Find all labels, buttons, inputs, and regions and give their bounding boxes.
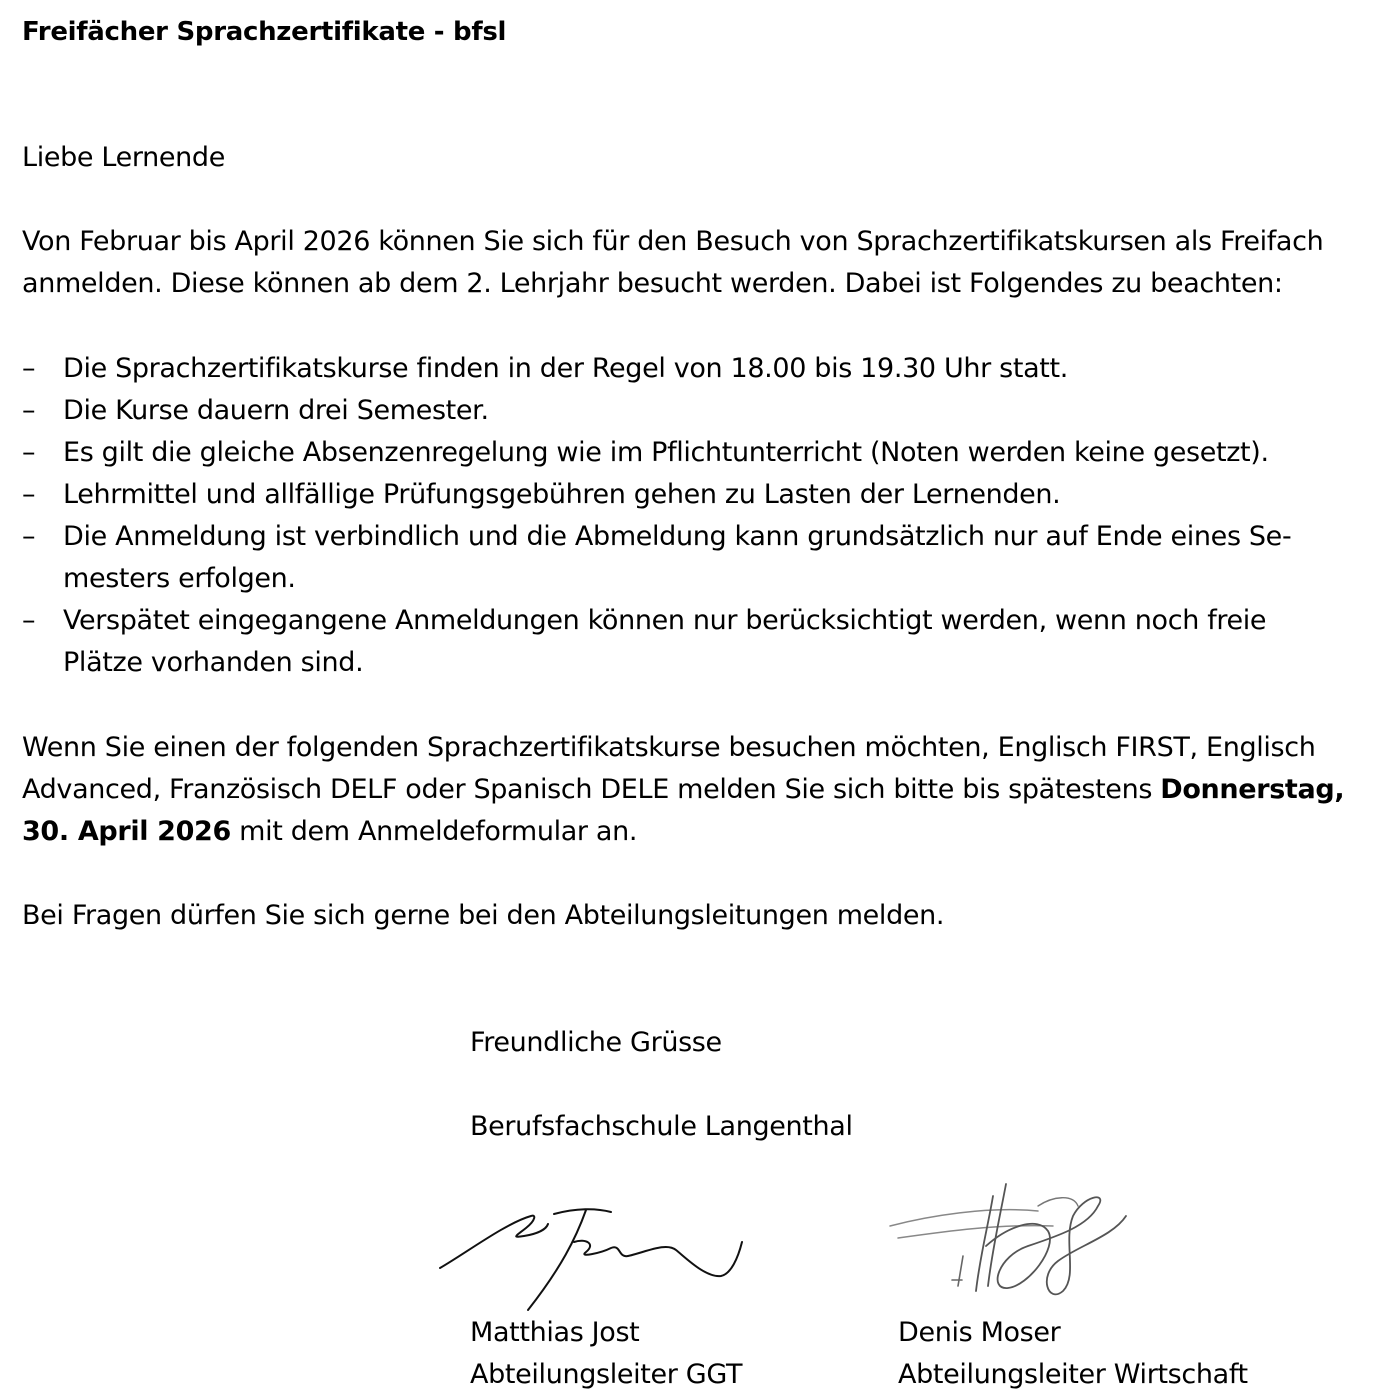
rules-list-item-text: Die Kurse dauern drei Semester. — [63, 395, 489, 426]
bullet-marker: – — [22, 605, 36, 636]
rules-list-item — [22, 432, 1291, 474]
intro-line: Von Februar bis April 2026 können Sie sich für den Besuch von Sprachzertifikatskursen als Freifach — [22, 226, 1324, 257]
deadline-weekday: Donnerstag, — [1160, 774, 1345, 805]
rules-list-item — [22, 474, 1291, 516]
intro-line: anmelden. Diese können ab dem 2. Lehrjahr besucht werden. Dabei ist Folgendes zu beachten: — [22, 268, 1283, 299]
rules-list-item-text: mesters erfolgen. — [63, 563, 296, 594]
bullet-marker: – — [22, 521, 36, 552]
rules-list-item — [22, 348, 1291, 390]
signer-name: Matthias Jost — [470, 1317, 640, 1348]
rules-list-item-text: Lehrmittel und allfällige Prüfungsgebühren gehen zu Lasten der Lernenden. — [63, 479, 1061, 510]
signature-denis-moser — [888, 1176, 1148, 1306]
intro-paragraph — [22, 221, 1392, 305]
signer-block — [470, 1312, 742, 1396]
deadline-text: mit dem Anmeldeformular an. — [230, 816, 638, 847]
bullet-marker: – — [22, 479, 36, 510]
bullet-marker: – — [22, 437, 36, 468]
deadline-line — [22, 769, 1344, 811]
deadline-line: Wenn Sie einen der folgenden Sprachzertifikatskurse besuchen möchten, Englisch FIRST, Englisch — [22, 732, 1316, 763]
rules-list-item-text: Die Sprachzertifikatskurse finden in der Regel von 18.00 bis 19.30 Uhr statt. — [63, 353, 1068, 384]
deadline-text: Advanced, Französisch DELF oder Spanisch DELE melden Sie sich bitte bis spätestens — [22, 774, 1161, 805]
signer-name: Denis Moser — [898, 1317, 1061, 1348]
deadline-date: 30. April 2026 — [22, 816, 231, 847]
signature-matthias-jost — [436, 1198, 756, 1318]
rules-list — [22, 348, 1291, 684]
rules-list-item-text: Die Anmeldung ist verbindlich und die Abmeldung kann grundsätzlich nur auf Ende eines Se- — [63, 521, 1292, 552]
deadline-line — [22, 811, 1344, 853]
signer-block — [898, 1312, 1248, 1396]
rules-list-item-text: Verspätet eingegangene Anmeldungen können nur berücksichtigt werden, wenn noch freie — [63, 605, 1267, 636]
bullet-marker: – — [22, 353, 36, 384]
closing-salutation: Freundliche Grüsse — [470, 1027, 722, 1058]
questions-paragraph: Bei Fragen dürfen Sie sich gerne bei den Abteilungsleitungen melden. — [22, 900, 945, 931]
signer-role: Abteilungsleiter Wirtschaft — [898, 1359, 1248, 1390]
rules-list-item — [22, 390, 1291, 432]
rules-list-item — [22, 600, 1291, 684]
school-name: Berufsfachschule Langenthal — [470, 1111, 853, 1142]
rules-list-item-text: Es gilt die gleiche Absenzenregelung wie im Pflichtunterricht (Noten werden keine gesetzt). — [63, 437, 1269, 468]
rules-list-item — [22, 516, 1291, 600]
document-title: Freifächer Sprachzertifikate - bfsl — [22, 17, 507, 47]
bullet-marker: – — [22, 395, 36, 426]
deadline-paragraph — [22, 727, 1344, 853]
signer-role: Abteilungsleiter GGT — [470, 1359, 743, 1390]
greeting: Liebe Lernende — [22, 142, 225, 173]
rules-list-item-text: Plätze vorhanden sind. — [63, 647, 364, 678]
